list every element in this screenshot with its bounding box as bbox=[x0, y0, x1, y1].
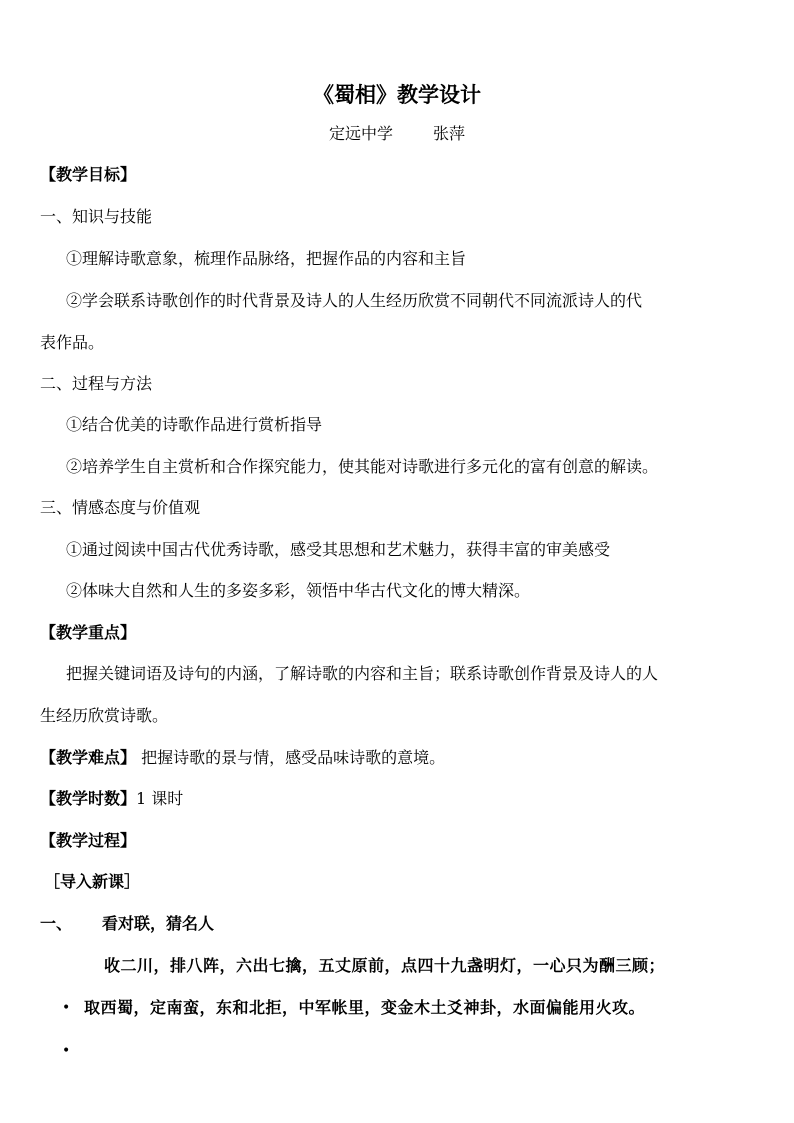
goal-item-3-1: ①通过阅读中国古代优秀诗歌，感受其思想和艺术魅力，获得丰富的审美感受 bbox=[66, 540, 611, 559]
section-emotion-values: 三、情感态度与价值观 bbox=[40, 498, 201, 517]
author-line bbox=[0, 124, 794, 144]
goal-item-2-2: ②培养学生自主赏析和合作探究能力，使其能对诗歌进行多元化的富有创意的解读。 bbox=[66, 457, 659, 476]
step-1-number: 一、 bbox=[40, 914, 73, 933]
key-points-text-cont: 生经历欣赏诗歌。 bbox=[40, 706, 169, 725]
time-line bbox=[40, 789, 183, 809]
difficulty-text: 把握诗歌的景与情，感受品味诗歌的意境。 bbox=[141, 748, 446, 767]
goals-heading: 【教学目标】 bbox=[40, 165, 137, 184]
step-1-text: 看对联，猜名人 bbox=[102, 914, 215, 933]
key-points-heading: 【教学重点】 bbox=[40, 623, 137, 642]
goal-item-1-2-cont: 表作品。 bbox=[40, 333, 105, 352]
difficulty-heading: 【教学难点】 bbox=[40, 748, 137, 767]
bullet-1: • bbox=[62, 1000, 71, 1016]
couplet-line-2: 取西蜀，定南蛮，东和北拒，中军帐里，变金木土爻神卦，水面偏能用火攻。 bbox=[84, 998, 646, 1017]
school-name: 定远中学 bbox=[328, 124, 393, 143]
key-points-text: 把握关键词语及诗句的内涵，了解诗歌的内容和主旨；联系诗歌创作背景及诗人的人 bbox=[66, 664, 659, 683]
document-title: 《蜀相》教学设计 bbox=[313, 82, 481, 107]
goal-item-2-1: ①结合优美的诗歌作品进行赏析指导 bbox=[66, 415, 323, 434]
time-heading: 【教学时数】 bbox=[40, 789, 137, 808]
difficulty-line bbox=[40, 748, 445, 768]
section-knowledge-skills: 一、知识与技能 bbox=[40, 207, 153, 226]
goal-item-3-2: ②体味大自然和人生的多姿多彩，领悟中华古代文化的博大精深。 bbox=[66, 581, 531, 600]
goal-item-1-1: ①理解诗歌意象，梳理作品脉络，把握作品的内容和主旨 bbox=[66, 249, 467, 268]
time-text: 1 课时 bbox=[136, 789, 184, 808]
goal-item-1-2: ②学会联系诗歌创作的时代背景及诗人的人生经历欣赏不同朝代不同流派诗人的代 bbox=[66, 291, 643, 310]
process-heading: 【教学过程】 bbox=[40, 831, 137, 850]
intro-heading: ［导入新课］ bbox=[44, 872, 141, 891]
couplet-line-1: 收二川，排八阵，六出七擒，五丈原前，点四十九盏明灯，一心只为酬三顾； bbox=[104, 956, 666, 975]
section-process-method: 二、过程与方法 bbox=[40, 374, 153, 393]
bullet-2: • bbox=[62, 1043, 71, 1059]
author-name: 张萍 bbox=[433, 124, 466, 143]
step-1 bbox=[40, 914, 214, 934]
